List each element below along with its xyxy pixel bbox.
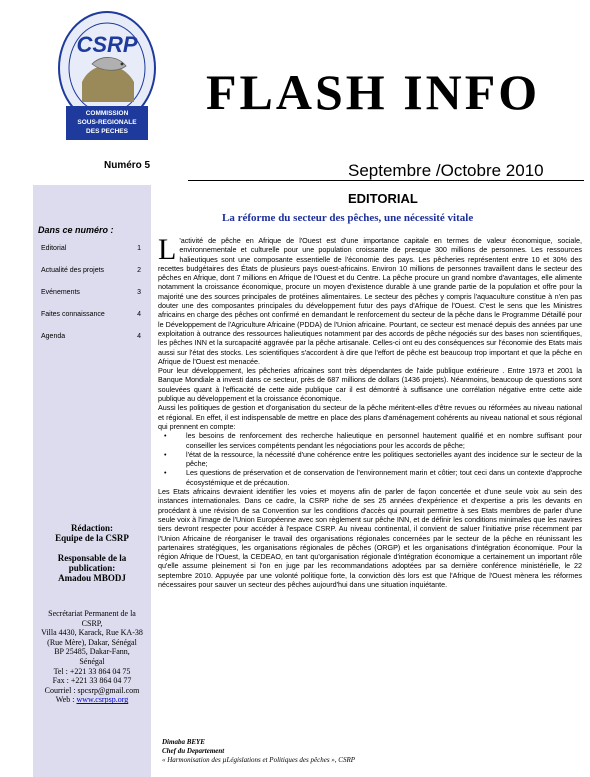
address-line: Villa 4430, Karack, Rue KA-38 [41, 628, 143, 638]
bullet-icon: • [164, 449, 167, 459]
header-divider [188, 180, 584, 181]
logo-name-line-3: DES PECHES [86, 128, 128, 135]
article-paragraph: Les Etats africains devraient identifier les voies et moyens afin de parler de façon concertée et d'une seule voix au sein des instances internationales. Dans ce cadre, la CSRP riche de ses 25 années d'expérience et d'expertise a pris les devants en procédant à une révision de sa Convention sur les conditions d'accès qui pourrait permettre à ses Etats membres de parler d'une seule voix à l'image de l'Union Européenne avec son règlement sur pêche INN, et de définir les conditions minimales que les navires tiers devront respecter pour accéder à l'espace CSRP. Au niveau continental, il convient de saluer l'initiative prise récemment par l'Union Africaine de réorganiser le travail des organisations régionales concernées par le secteur de la pêche en réunissant les partenaires stratégiques, les organisations régionales de pêches (ORGP) et les organisations d'intégration économique. Pour la région Afrique de l'Ouest, la CEDEAO, en tant qu'organisation régionale d'intégration économique a certainement un important rôle qu'elle assume pleinement si l'on en juge par les recommandations adoptées par sa dernière conférence ministérielle, le 22 septembre 2010. Appuyée par une volonté politique forte, la conviction dès lors est que l'Afrique de l'Ouest mènera les réformes nécessaires pour sauver un secteur des pêches aujourd'hui dans une situation inquiétante. [158, 487, 582, 589]
csrp-logo [52, 6, 162, 146]
list-item-text: l'état de la ressource, la nécessité d'une cohérence entre les politiques sectorielles ayant des incidence sur le secteur de la pêche; [186, 449, 582, 469]
article-paragraph [158, 233, 582, 366]
list-item [158, 431, 582, 450]
publication-heading: Responsable de la publication: [57, 553, 127, 573]
toc-page: 1 [137, 245, 141, 252]
toc-item-evenements[interactable] [41, 289, 141, 311]
toc-label: Faites connaissance [41, 311, 105, 318]
issue-number: Numéro 5 [104, 160, 151, 171]
contact-block [33, 609, 151, 705]
address-line: Sénégal [79, 656, 105, 666]
article-paragraph: Aussi les politiques de gestion et d'organisation du secteur de la pêche méritent-elles d'être revues ou réformées au niveau national et régional. En effet, il est indispensable de mettre en place des plans d'aménagement cohérents au niveau national et sous régional qui prennent en compte: [158, 403, 582, 431]
logo-name-line-1: COMMISSION [85, 110, 129, 117]
address-line: (Rue Mère), Dakar, Sénégal [47, 637, 137, 647]
toc-item-projets[interactable] [41, 267, 141, 289]
credits [33, 523, 151, 583]
masthead-title: FLASH INFO [206, 64, 541, 120]
toc-label: Editorial [41, 245, 67, 252]
author-role: Chef du Departement [162, 747, 225, 755]
toc-page: 3 [137, 289, 141, 296]
bullet-icon: • [164, 431, 167, 441]
toc-heading: Dans ce numéro : [38, 225, 114, 235]
list-item-text: Les questions de préservation et de conservation de l'environnement marin et côtier; tout ceci dans un contexte d'approche écosystémique et de précaution. [186, 468, 582, 487]
redaction-team: Equipe de la CSRP [55, 533, 129, 543]
author-department: « Harmonisation des µLégislations et Politiques des pêches », CSRP [162, 756, 356, 764]
toc-label: Evénements [41, 289, 80, 296]
address-line: Secrétariat Permanent de la [48, 609, 136, 618]
address-line: BP 25485, Dakar-Fann, [54, 647, 130, 657]
list-item [158, 450, 582, 469]
list-item-text: les besoins de renforcement des recherche halieutique en personnel hautement qualifié et en nombre suffisant pour conseiller les services compétents pendant les négociations pour les accords de pêche; [186, 431, 582, 450]
article-body [158, 233, 582, 589]
issue-date: Septembre /Octobre 2010 [348, 161, 544, 180]
article-paragraph: Pour leur développement, les pêcheries africaines sont très dépendantes de l'aide publique extérieure . Entre 1973 et 2001 la Banque Mondiale a investi dans ce secteur, près de 687 millions de dollars (1436 projets). Néanmoins, beaucoup de questions sont soulevées quant à l'efficacité de cette aide publique car il est démontré à suffisance une corrélation négative entre cette aide publique au développement et la croissance économique. [158, 366, 582, 404]
logo-name-line-2: SOUS-REGIONALE [77, 119, 137, 126]
toc-label: Agenda [41, 333, 66, 340]
article-headline: La réforme du secteur des pêches, une nécessité vitale [222, 212, 474, 224]
signature-block [162, 738, 355, 765]
toc-label: Actualité des projets [41, 267, 105, 274]
table-of-contents [41, 245, 141, 355]
fax-line: Fax : +221 33 864 04 77 [52, 676, 132, 686]
address-line: CSRP, [81, 618, 103, 628]
logo-name [66, 109, 148, 136]
drop-cap: L [158, 233, 177, 266]
toc-page: 4 [137, 333, 141, 340]
toc-page: 4 [137, 311, 141, 318]
redaction-heading: Rédaction: [71, 523, 113, 533]
web-line [33, 695, 151, 705]
bullet-list [158, 431, 582, 487]
web-label: Web : [55, 695, 77, 705]
email-line: Courriel : spcsrp@gmail.com [44, 685, 140, 695]
spacer [33, 543, 151, 553]
toc-page: 2 [137, 267, 141, 274]
paragraph-1-text: 'activité de pêche en Afrique de l'Ouest est d'une importance capitale en termes de valeur économique, sociale, environnementale et culturelle pour une population croissante de presque 300 millions de personnes. Les ressources halieutiques sont une composante essentielle de l'économie des pays. Les pêcheries représentent entre 10 et 30% des recettes budgétaires des États de plusieurs pays ouest-africains. Environ 10 millions de personnes travaillent dans le secteur des pêches en Afrique, dont 7 millions en Afrique de l'Ouest et du Centre. La pêche procure un grand nombre d'avantages, elle alimente notamment la croissance économique, procure un moyen d'existence durable à une grande partie de la population et offre pour la majorité une des sources principales de protéines alimentaires. Le secteur des pêches y compris l'aquaculture constitue à n'en pas douter une des composantes principales du développement futur des pays d'Afrique de l'Ouest. C'est le sens que les Ministres africains en charge des pêches ont confirmé en demandant le renforcement du secteur de la pêche dans le Programme Détaillé pour le Développement de l'Agriculture Africaine (PDDA) de l'Union africaine. Pourtant, ce secteur est menacé depuis des années par une exploitation à outrance des ressources halieutiques notamment par des accords de pêche négociés sur des bases non scientifiques, les pêches INN et la surcapacité aggravée par la pêche artisanale. Celles-ci ont eu des conséquences sur l'économie des Etats mais aussi sur l'état des stocks. Les scientifiques s'accordent à dire que l'effort de pêche est beaucoup trop important et que la pêche en Afrique de l'Ouest est menacée. [158, 236, 582, 366]
logo-acronym: CSRP [76, 32, 138, 57]
bullet-icon: • [164, 468, 167, 478]
toc-item-editorial[interactable] [41, 245, 141, 267]
website-link[interactable]: www.csrpsp.org [76, 695, 129, 705]
phone-line: Tel : +221 33 864 04 75 [53, 666, 131, 676]
toc-item-agenda[interactable] [41, 333, 141, 355]
author-name: Dimaba BEYE [162, 738, 205, 746]
sidebar [33, 185, 151, 777]
publication-name: Amadou MBODJ [58, 573, 126, 583]
list-item [158, 468, 582, 487]
toc-item-connaissance[interactable] [41, 311, 141, 333]
section-title: EDITORIAL [348, 191, 418, 206]
